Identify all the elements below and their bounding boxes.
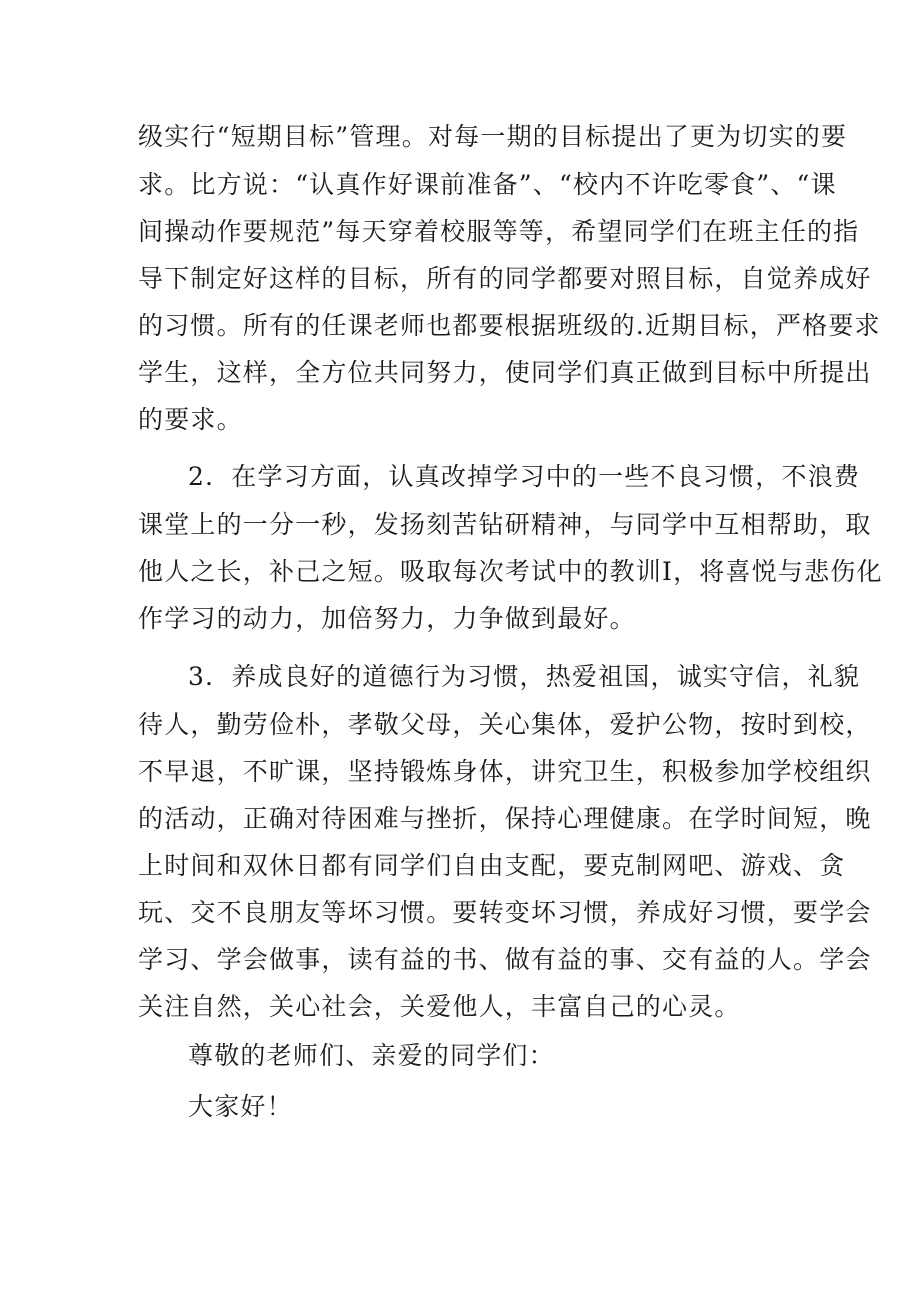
paragraph-2-first-line: 2．在学习方面，认真改掉学习中的一些不良习惯，不浪费 <box>188 462 861 491</box>
salutation-line: 尊敬的老师们、亲爱的同学们： <box>188 1041 555 1070</box>
body-line: 他人之长，补己之短。吸取每次考试中的教训I，将喜悦与悲伤化 <box>138 557 883 586</box>
body-line: 级实行“短期目标”管理。对每一期的目标提出了更为切实的要 <box>138 122 848 151</box>
greeting-line: 大家好！ <box>188 1092 293 1121</box>
body-line: 待人，勤劳俭朴，孝敬父母，关心集体，爱护公物，按时到校， <box>138 710 872 739</box>
body-line: 作学习的动力，加倍努力，力争做到最好。 <box>138 604 636 633</box>
body-line: 间操动作要规范”每天穿着校服等等，希望同学们在班主任的指 <box>138 217 860 246</box>
body-line: 的要求。 <box>138 405 243 434</box>
body-line: 导下制定好这样的目标，所有的同学都要对照目标，自觉养成好 <box>138 264 872 293</box>
body-line: 上时间和双休日都有同学们自由支配，要克制网吧、游戏、贪 <box>138 851 846 880</box>
body-line: 关注自然，关心社会，关爱他人，丰富自己的心灵。 <box>138 992 741 1021</box>
body-line: 学习、学会做事，读有益的书、做有益的事、交有益的人。学会 <box>138 945 872 974</box>
paragraph-3-first-line: 3．养成良好的道德行为习惯，热爱祖国，诚实守信，礼貌 <box>188 662 861 691</box>
body-line: 求。比方说：“认真作好课前准备”、“校内不许吃零食”、“课 <box>138 170 837 199</box>
body-line: 课堂上的一分一秒，发扬刻苦钻研精神，与同学中互相帮助，取 <box>138 510 872 539</box>
body-line: 学生，这样，全方位共同努力，使同学们真正做到目标中所提出 <box>138 358 872 387</box>
body-line: 的习惯。所有的任课老师也都要根据班级的.近期目标，严格要求 <box>138 311 881 340</box>
body-line: 不早退，不旷课，坚持锻炼身体，讲究卫生，积极参加学校组织 <box>138 757 872 786</box>
body-line: 玩、交不良朋友等坏习惯。要转变坏习惯，养成好习惯，要学会 <box>138 898 872 927</box>
body-line: 的活动，正确对待困难与挫折，保持心理健康。在学时间短，晚 <box>138 804 872 833</box>
